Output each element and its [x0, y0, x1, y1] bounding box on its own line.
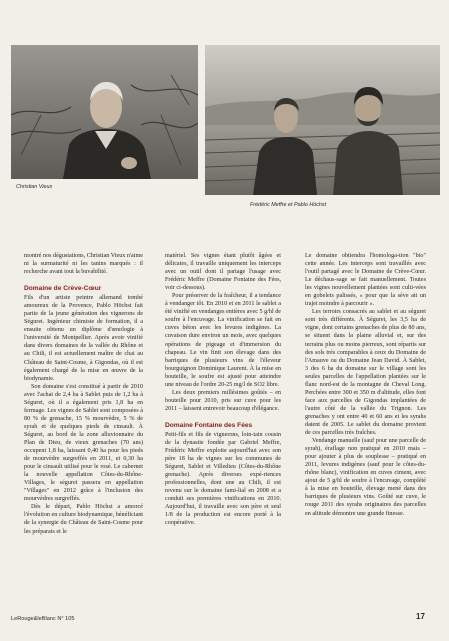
paragraph: Son domaine s'est constitué à partir de 2010 avec l'achat de 2,4 ha à Sablet puis de 1,2 ha à Séguret, où il a également pris 1,8 ha en fermage. Les vignes de Sablet sont composées à 80 % de grenache, 15 % mourvèdre, 5 % de syrah et de quelques pieds de cinsault. À Séguret, au bord de la zone alluvionnaire du Plan de Dieu, de vieux grenaches (70 ans) occupent 1,8 ha, laissant 0,40 ha pour les pieds de mourvèdre surgreffés en 2011, et 0,30 ha pour le cinsault utilisé pour le rosé. Le cabernet la nouvelle appellation Côtes-du-Rhône-Villages, le séguret passera en appellation "Villages" en 2012 grâce à l'inclusion des mourvèdres surgreffés. [24, 383, 143, 503]
photo-caption-right: Frédéric Meffre et Pablo Höchst [250, 202, 327, 208]
paragraph: Vendange manuelle (sauf pour une parcelle de syrah), éraflage non pratiqué en 2010 mais – pour ajouter à plus de souplesse – pratiqué en 2011, levures indigènes (sauf pour le côtes-du-rhône blanc), vinification en cuves ciment, avec ajout de 5 g/hl de soufre à l'encuvage, complété à la mise en bouteille, élevage mené dans des barriques de plusieurs vins. Goûté sur cuve, le rouge 2011 des syrahs originaires des parcelles en altitude démontre une grande finesse. [305, 438, 426, 517]
magazine-footer: LeRouge&leBlanc N° 105 [11, 616, 75, 622]
photo-meffre-hochst [205, 45, 440, 195]
paragraph: matériel. Ses vignes étant plutôt âgées et délicates, il travaille uniquement les interceps avec un outil dont il partage l'usage avec Frédéric Meffre (Domaine Fontaine des Fées, voir ci-dessous). [165, 253, 281, 292]
section-heading-creve-coeur: Domaine de Crève-Cœur [24, 285, 102, 293]
photo-christian-vieux [11, 45, 198, 179]
paragraph: montré nos dégustations, Christian Vieux n'aime ni la surmaturité ni les tanins marqués : il recherche avant tout la buvabilité. [24, 253, 143, 276]
section-heading-fontaine-des-fees: Domaine Fontaine des Fées [165, 421, 253, 429]
paragraph: Pour préserver de la fraîcheur, il a tendance à vendanger tôt. En 2010 et en 2011 le sablet a été vinifié en vendanges entières avec 5 g/hl de soufre à l'encuvage. La vinification se fait en cuves béton avec les levures indigènes. La cuvaison dure environ un mois, avec quelques opérations de pigeage et d'immersion du chapeau. Le vin finit son élevage dans des barriques de plusieurs vins de l'éleveur bourguignon Dominique Laurent. À la mise en bouteille, le soufre est ajusté pour atteindre une niveau de l'ordre 20-25 mg/l de SO2 libre. [165, 293, 281, 388]
paragraph: Le domaine obtiendra l'homologa-tion "bio" cette année. Les interceps sont travaillés avec l'outil partagé avec le Domaine de Crève-Cœur. Le déchaus-sage se fait manuellement. Toutes les vignes nouvellement plantées sont culti-vées en gobelets palissés, « pour que la sève ait un trajet moindre à parcourir ». [305, 253, 426, 308]
text-column-1 [24, 252, 143, 536]
paragraph: Petit-fils et fils de vignerons, loin-tain cousin de la dynastie fondée par Gabriel Meffre, Frédéric Meffre exploite aujourd'hui avec son père 18 ha de vignes sur les communes de Séguret, Sablet et Villedieu (Côtes-du-Rhône grenache). Après diverses expé-riences professionnelles, dont une au Chili, il est revenu sur le domaine fami-lial en 2008 et a conduit ses premières vinifications en 2010. Aujourd'hui, il travaille avec son père et seul 1/8 de la production est encore porté à la coopérative. [165, 431, 281, 527]
paragraph: Dès le départ, Pablo Höchst a amorcé l'évolution en culture biodynamique, bénéficiant de la synergie du Château de Saint-Cosme pour les préparats et le [24, 504, 143, 535]
paragraph: Fils d'un artiste peintre allemand tombé amoureux de la Provence, Pablo Höchst fait partie de la jeune génération des vignerons de Séguret. Ingénieur chimiste de formation, il a ensuite obtenu un diplôme d'œnologie à l'université de Montpellier. Après avoir vinifié dans divers domaines de la vallée du Rhône et au Chili, il est actuellement maître de chai au Château de Saint-Cosme, à Gigondas, où il est également chargé de la mise en œuvre de la biodynamie. [24, 295, 143, 382]
page-number: 17 [416, 612, 425, 621]
paragraph: Les terroirs consacrés au sablet et au séguret sont très différents. À Séguret, les 3,5 ha de vigne, dont certains grenaches de plus de 80 ans, se situent dans la plaine alluvial et, sur des terrains plus ou moins pierreux, sont répartis sur des sols très comparables à ceux du Domaine de l'Amauve ou du Domaine Jean David. À Sablet, 3 des 6 ha du domaine sur le village sont les seules parcelles de l'appellation plantées sur le flanc nord-est de la montagne de Cheval Long. Perchées entre 300 et 350 m d'altitude, elles font face aux parcelles de Gigondas implantées de l'autre côté de la vallée du Trignon. Les grenaches y ont entre 40 et 60 ans et les syrahs datent de 2005. Le sablet du domaine provient de ces parcelles très fraîches. [305, 309, 426, 437]
text-column-3 [305, 252, 426, 518]
photo-caption-left: Christian Vieux [16, 184, 53, 190]
paragraph: Les deux premiers millésimes goûtés – en bouteille pour 2010, pris sur cuve pour les 2011 – laissent entrevoir beaucoup d'élégance. [165, 389, 281, 412]
text-column-2 [165, 252, 281, 528]
